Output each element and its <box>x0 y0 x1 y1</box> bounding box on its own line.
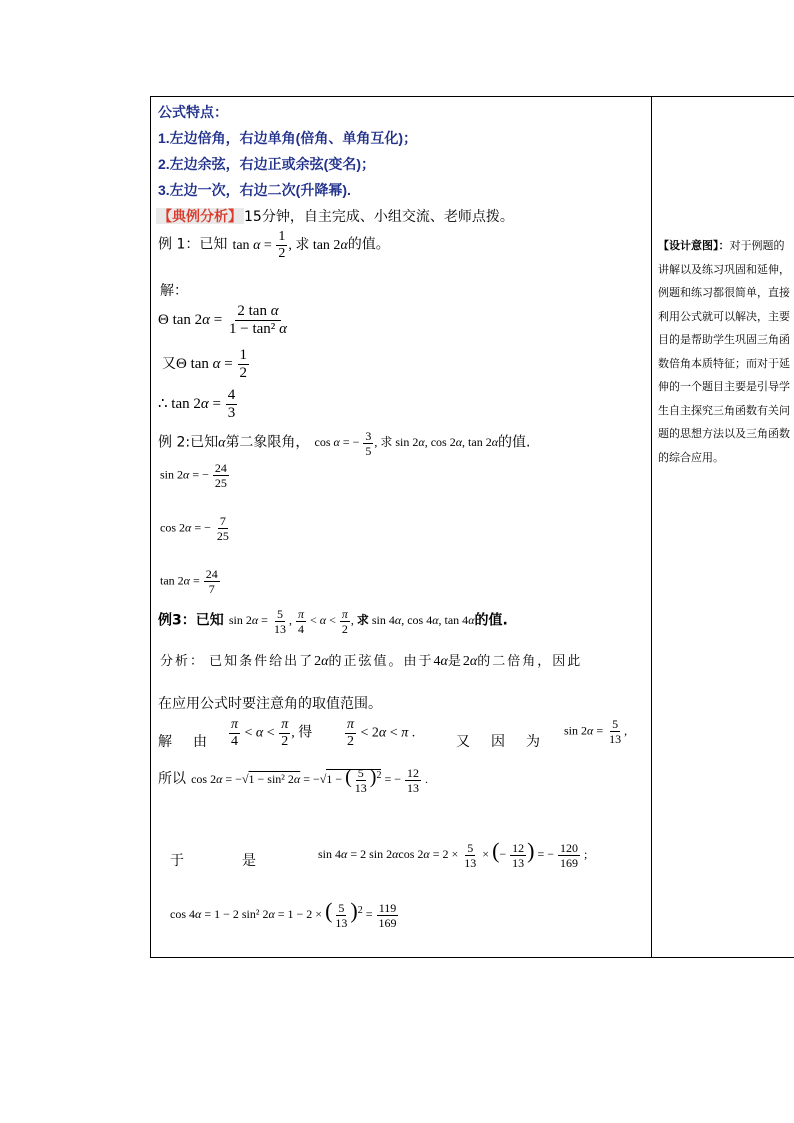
solve-label: 解： <box>160 283 188 299</box>
sol-range-2a: $\frac{\pi}{2}$ < 2α < π . <box>347 717 416 749</box>
sol-wei: 为 <box>526 734 540 750</box>
example-2: 例 2:已知α第二象限角， cos α = − $\frac{3}{5}$ , 求 sin 2α, cos 2α, tan 2α的值. <box>158 429 531 458</box>
design-intent <box>658 234 792 469</box>
analysis-2-a: 已知条件给出了 <box>209 654 315 669</box>
sin2a-value: sin 2α = − $\frac{24}{25}$ <box>160 461 227 490</box>
example-2-prefix: 例 2:已知 <box>158 434 219 451</box>
analysis-2-label: 分析： <box>160 654 206 669</box>
formula-tan2a: Θ tan 2α = $\frac{\text{2 tan α}}{\text{1 − tan² α}}$ <box>158 303 287 337</box>
sol-range: $\frac{\pi}{4}$ < α < $\frac{\pi}{2}$ , 得 <box>231 717 313 749</box>
features-title: 公式特点： <box>158 104 228 120</box>
sol-char-2: 由 <box>193 734 207 750</box>
design-intent-text: 对于例题的讲解以及练习巩固和延伸，例题和练习都很简单，直接利用公式就可以解决，主要目的是帮助学生巩固三角函数倍角本质特征；而对于延伸的一个题目主要是引导学生自主探究三角函数有关问题的思想方法以及三角函数的综合应用。 <box>658 239 790 464</box>
example-1-suffix: 的值。 <box>347 236 390 253</box>
tan2a-value: tan 2α = $\frac{24}{7}$ <box>160 567 218 596</box>
cos2a-value: cos 2α = − $\frac{7}{25}$ <box>160 514 229 543</box>
sol-char-1: 解 <box>158 734 172 750</box>
example-1: 例 1：已知 tan α = $\frac{1}{2}$ , 求 tan 2α的值。 <box>158 229 390 261</box>
analysis-2-b: 的正弦值。由于 <box>328 654 434 669</box>
table-divider <box>651 96 652 958</box>
example-3: 例3：已知 sin 2α = $\frac{5}{13}$ , $\frac{\pi}{4}$ < α < $\frac{\pi}{2}$ , 求 sin 4α, cos 4α, tan 4α的值. <box>158 607 508 636</box>
cos4a-derivation: cos 4α = 1 − 2 sin² 2α = 1 − 2 × ( $\frac{5}{13}$ )$^2$ = $\frac{119}{169}$ <box>170 898 397 930</box>
analysis-line <box>156 206 514 226</box>
analysis-2-c: 是 <box>447 654 463 669</box>
table-border-bottom <box>150 957 794 958</box>
formula-result-1: ∴ tan 2α = $\frac{4}{3}$ <box>158 387 236 421</box>
yu: 于 <box>170 853 184 869</box>
suoyi: 所以 <box>158 771 186 787</box>
example-2-mid: 第二象限角， <box>225 434 310 451</box>
example-1-prefix: 例 1：已知 <box>158 236 228 253</box>
sin4a-derivation: sin 4α = 2 sin 2αcos 2α = 2 × $\frac{5}{13}$ × (− $\frac{12}{13}$ ) = − $\frac{120}{169}$ ; <box>318 838 588 870</box>
formula-tan-a: 又Θ tan α = $\frac{1}{2}$ <box>162 347 248 381</box>
feature-1: 1.左边倍角，右边单角(倍角、单角互化)； <box>158 130 417 146</box>
table-border-left <box>150 96 151 958</box>
example-2-suffix: 的值. <box>498 434 531 451</box>
table-border-top <box>150 96 794 97</box>
design-intent-tag: 【设计意图】： <box>658 239 730 252</box>
shi: 是 <box>242 853 256 869</box>
analysis-2-line2: 在应用公式时要注意角的取值范围。 <box>158 696 382 712</box>
analysis-2: 分析： 已知条件给出了2α的正弦值。由于4α是2α的二倍角，因此 <box>160 654 583 669</box>
sol-de: 得 <box>298 724 313 741</box>
feature-2: 2.左边余弦，右边正或余弦(变名)； <box>158 156 375 172</box>
sol-sin2a: sin 2α = $\frac{5}{13}$ , <box>564 717 628 746</box>
analysis-tag: 【典例分析】 <box>158 208 242 224</box>
sol-yin: 因 <box>491 734 505 750</box>
example-3-prefix: 例3：已知 <box>158 612 224 629</box>
feature-3: 3.左边一次，右边二次(升降幂). <box>158 182 351 198</box>
cos2a-derivation: 所以 cos 2α = −√1 − sin² 2α = −√1 − ( $\frac{5}{13}$ )$^2$ = − $\frac{12}{13}$ . <box>158 765 429 795</box>
analysis-text: 15分钟，自主完成、小组交流、老师点拨。 <box>244 209 514 225</box>
sol-you: 又 <box>456 734 470 750</box>
example-3-suffix: 的值. <box>474 612 508 629</box>
analysis-2-d: 的二倍角，因此 <box>477 654 583 669</box>
